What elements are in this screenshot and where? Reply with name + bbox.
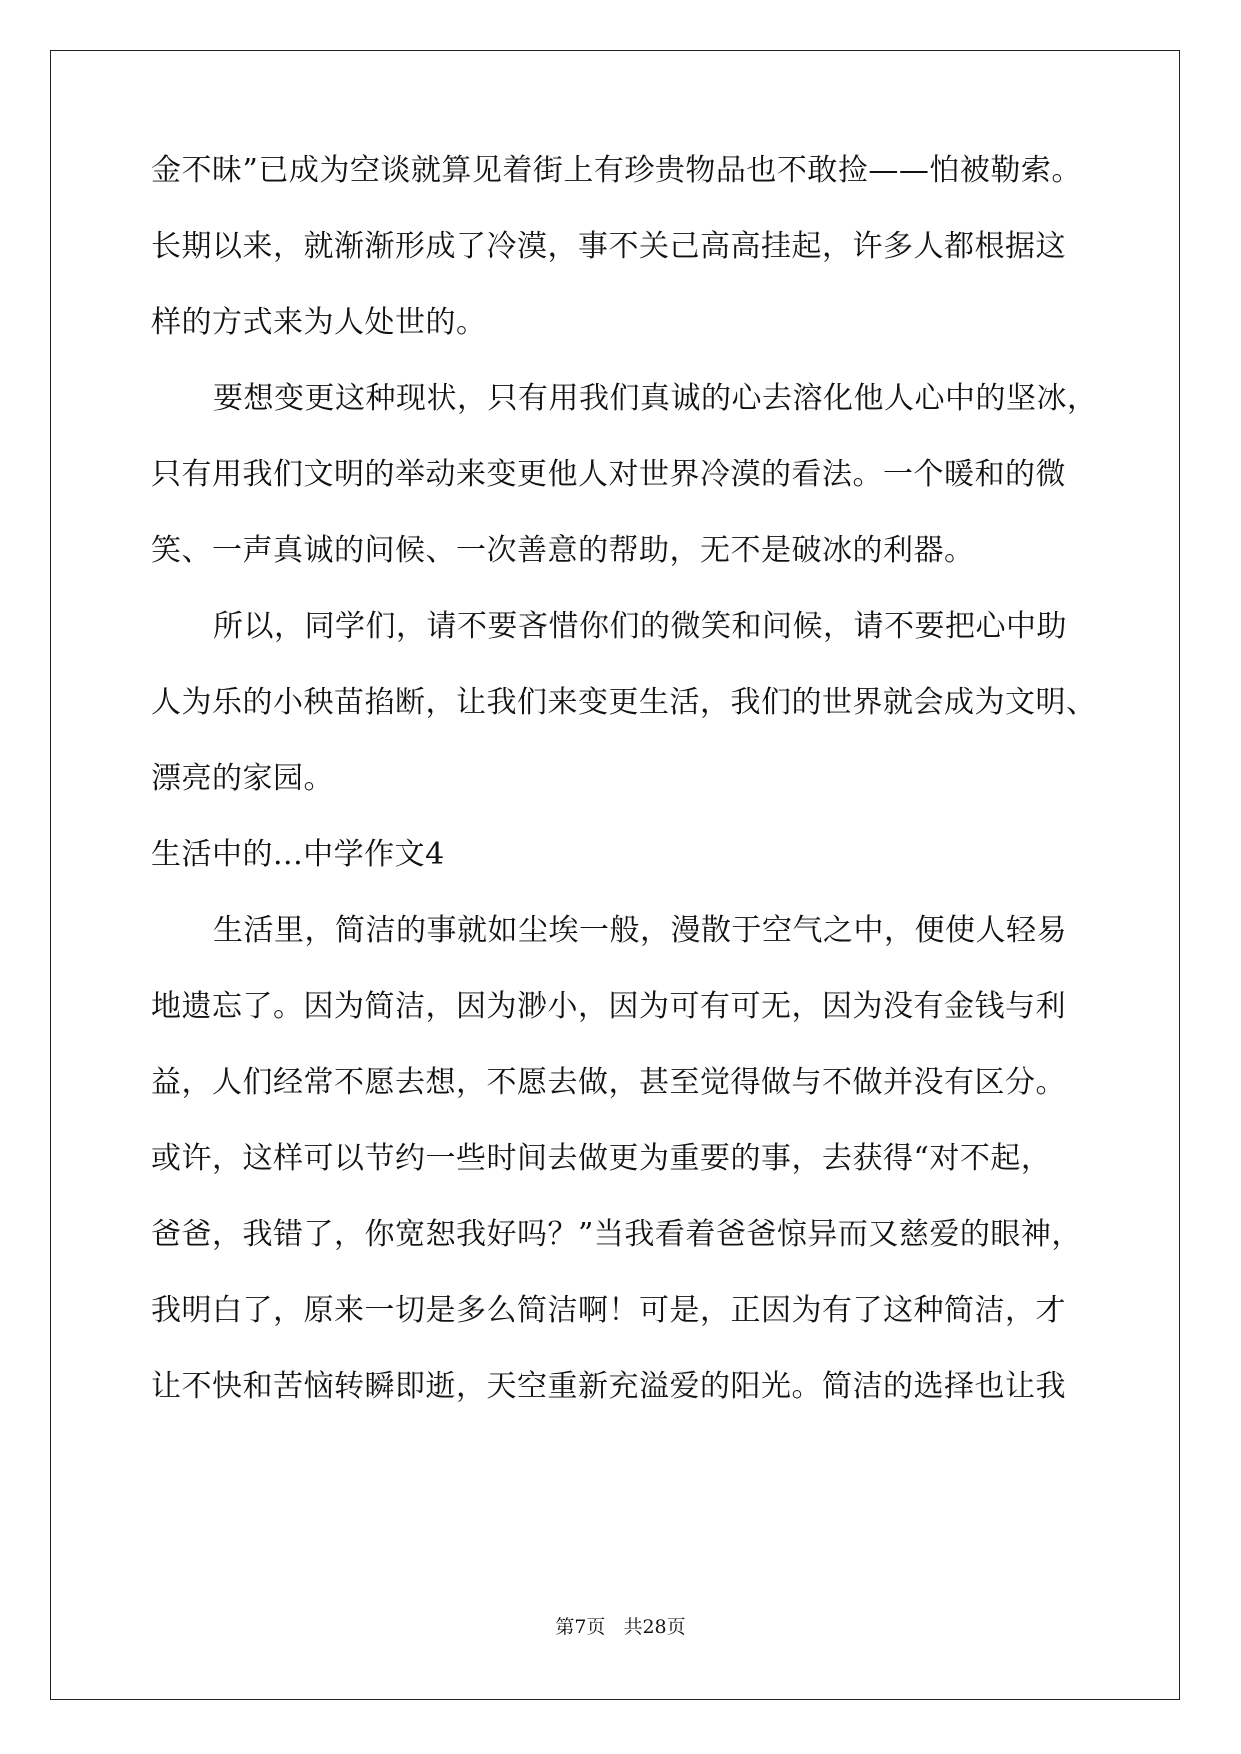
text-line: 让不快和苦恼转瞬即逝，天空重新充溢爱的阳光。简洁的选择也让我 xyxy=(151,1369,1066,1404)
text-line: 笑、一声真诚的问候、一次善意的帮助，无不是破冰的利器。 xyxy=(151,533,975,568)
text-line: 样的方式来为人处世的。 xyxy=(151,305,487,340)
text-line: 我明白了，原来一切是多么简洁啊！可是，正因为有了这种简洁，才 xyxy=(151,1293,1066,1328)
text-line: 只有用我们文明的举动来变更他人对世界冷漠的看法。一个暖和的微 xyxy=(151,457,1066,492)
text-line: 益，人们经常不愿去想，不愿去做，甚至觉得做与不做并没有区分。 xyxy=(151,1065,1066,1100)
page-number: 第7页 xyxy=(555,1616,606,1638)
page-footer xyxy=(0,1612,1241,1639)
text-line: 人为乐的小秧苗掐断，让我们来变更生活，我们的世界就会成为文明、 xyxy=(151,685,1097,720)
text-line: 漂亮的家园。 xyxy=(151,761,334,796)
text-line: 长期以来，就渐渐形成了冷漠，事不关己高高挂起，许多人都根据这 xyxy=(151,229,1066,264)
text-line: 所以，同学们，请不要吝惜你们的微笑和问候，请不要把心中助 xyxy=(213,609,1067,644)
text-line: 或许，这样可以节约一些时间去做更为重要的事，去获得“对不起， xyxy=(151,1141,1052,1176)
text-line: 地遗忘了。因为简洁，因为渺小，因为可有可无，因为没有金钱与利 xyxy=(151,989,1066,1024)
section-heading: 生活中的...中学作文4 xyxy=(151,837,445,872)
text-line: 要想变更这种现状，只有用我们真诚的心去溶化他人心中的坚冰， xyxy=(213,381,1098,416)
page-border xyxy=(50,50,1180,1700)
page-total: 共28页 xyxy=(623,1616,686,1638)
text-line: 金不昧”已成为空谈就算见着街上有珍贵物品也不敢捡——怕被勒索。 xyxy=(151,153,1082,188)
text-line: 生活里，简洁的事就如尘埃一般，漫散于空气之中，便使人轻易 xyxy=(213,913,1067,948)
text-line: 爸爸，我错了，你宽恕我好吗？”当我看着爸爸惊异而又慈爱的眼神， xyxy=(151,1217,1082,1252)
